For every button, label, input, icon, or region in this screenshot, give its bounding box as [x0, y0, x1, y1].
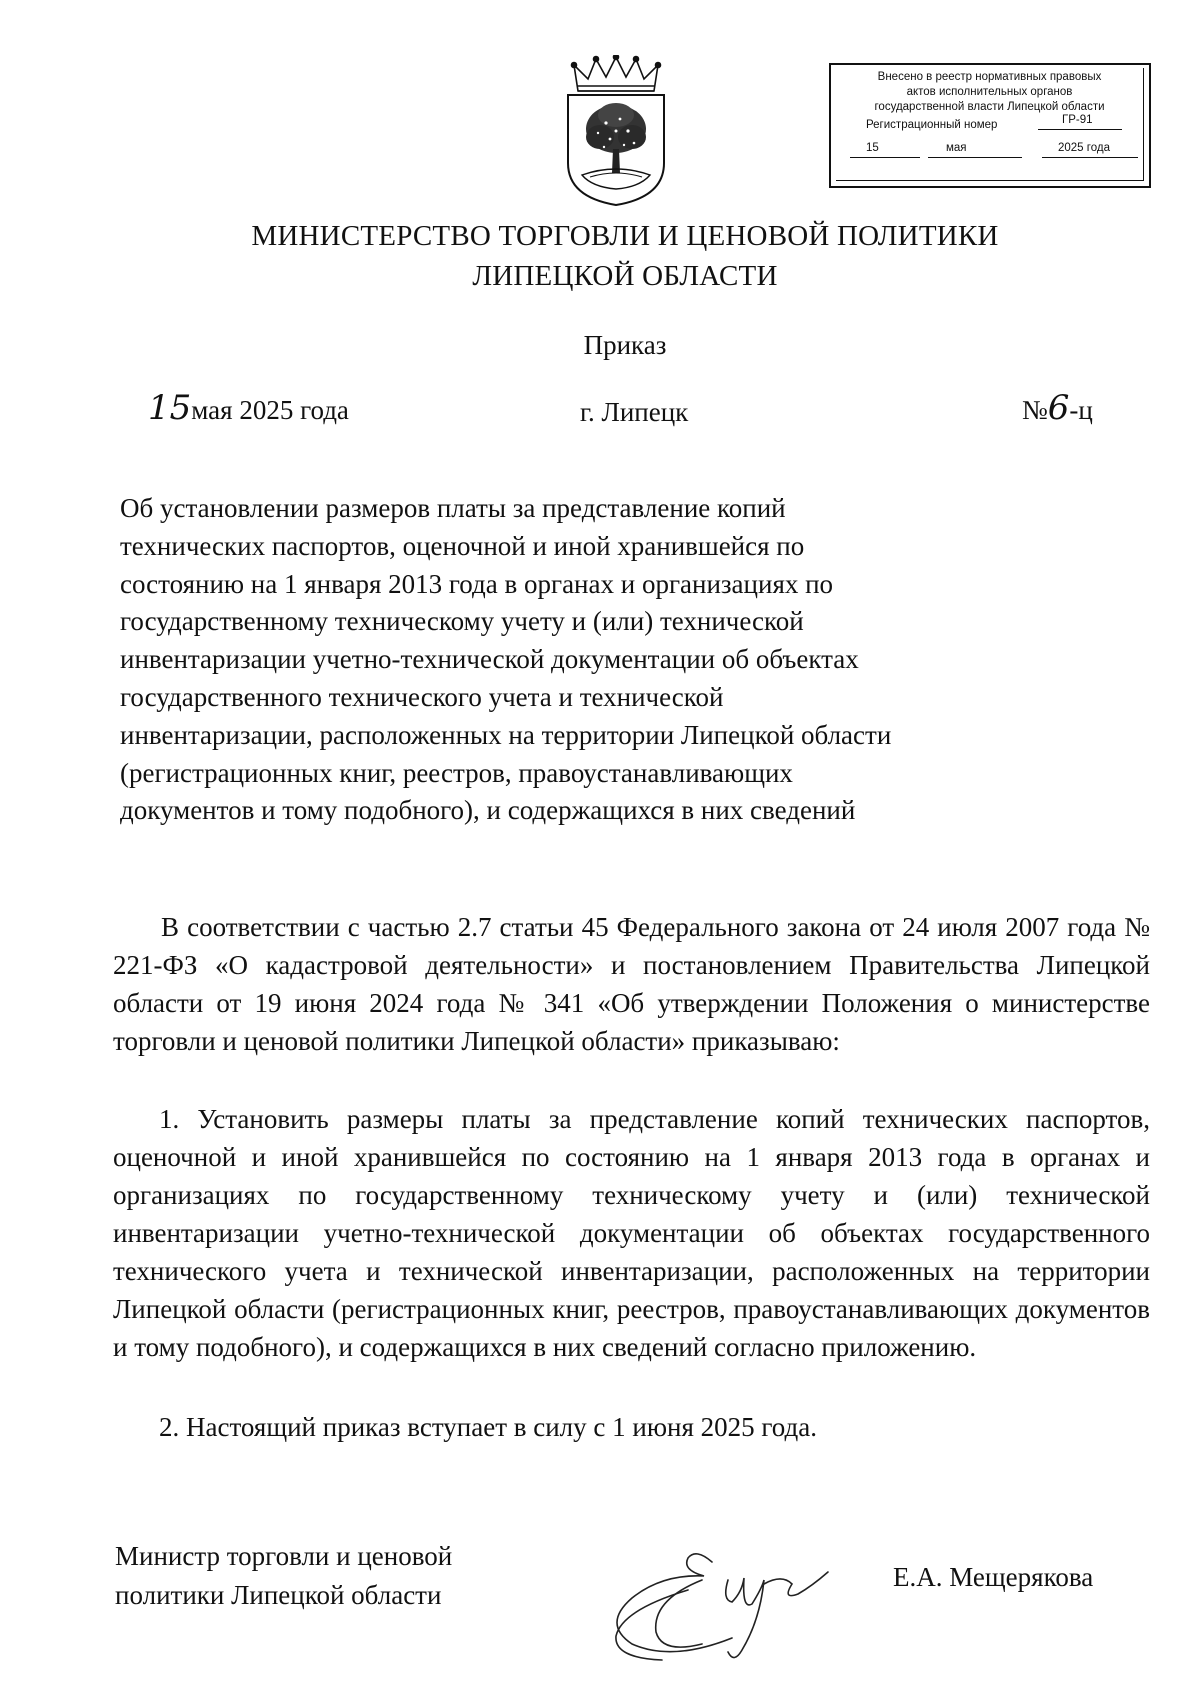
ministry-name-line-1: МИНИСТЕРСТВО ТОРГОВЛИ И ЦЕНОВОЙ ПОЛИТИКИ: [251, 220, 999, 252]
registration-stamp: [829, 63, 1151, 188]
stamp-year: 2025 года: [1058, 142, 1110, 154]
title-line: инвентаризации, расположенных на территории Липецкой области: [120, 719, 892, 750]
ministry-name-line-2: ЛИПЕЦКОЙ ОБЛАСТИ: [472, 260, 778, 292]
title-line: государственному техническому учету и (или) технической: [120, 606, 804, 637]
date-day-handwritten: 15: [148, 388, 192, 428]
stamp-line-1: Внесено в реестр нормативных правовых: [877, 71, 1102, 83]
document-title: [120, 490, 960, 830]
title-line: (регистрационных книг, реестров, правоустанавливающих: [120, 757, 793, 788]
signatory-name: Е.А. Мещерякова: [893, 1562, 1094, 1592]
number-handwritten: 6: [1047, 388, 1070, 428]
title-line: технических паспортов, оценочной и иной хранившейся по: [120, 530, 805, 561]
title-line: состоянию на 1 января 2013 года в органах и организациях по: [120, 568, 834, 599]
item-1-paragraph: 1. Установить размеры платы за представление копий технических паспортов, оценочной и иной хранившейся по состоянию на 1 января 2013 года в органах и организациях по государственному техническому учету и (или) технической инвентаризации учетно-технической документации об объектах государственного технического учета и технической инвентаризации, расположенных на территории Липецкой области (регистрационных книг, реестров, правоустанавливающих документов и тому подобного), и содержащихся в них сведений согласно приложению.: [113, 1104, 1150, 1362]
document-city: г. Липецк: [580, 397, 689, 427]
position-line-2: политики Липецкой области: [115, 1580, 442, 1610]
number-prefix: №: [1022, 395, 1048, 425]
stamp-month: мая: [946, 142, 967, 154]
stamp-day: 15: [866, 142, 879, 154]
stamp-reg-number: ГР-91: [1062, 114, 1093, 126]
document-date: [148, 388, 349, 428]
stamp-line-2: актов исполнительных органов: [906, 86, 1073, 98]
stamp-reg-label: Регистрационный номер: [866, 119, 998, 131]
title-line: инвентаризации учетно-технической документации об объектах: [120, 644, 859, 675]
date-month-year: мая 2025 года: [191, 395, 349, 425]
preamble-paragraph: В соответствии с частью 2.7 статьи 45 Федерального закона от 24 июля 2007 года № 221-ФЗ «О кадастровой деятельности» и постановлением Правительства Липецкой области от 19 июня 2024 года № 341 «Об утверждении Положения о министерстве торговли и ценовой политики Липецкой области» приказываю:: [113, 912, 1150, 1056]
number-suffix: -ц: [1069, 395, 1093, 425]
position-line-1: Министр торговли и ценовой: [115, 1541, 453, 1571]
title-line: государственного технического учета и технической: [120, 681, 724, 712]
stamp-line-3: государственной власти Липецкой области: [874, 101, 1105, 113]
title-line: Об установлении размеров платы за представление копий: [120, 493, 786, 523]
document-type: Приказ: [583, 330, 667, 360]
signatory-position: [115, 1537, 452, 1615]
item-2-paragraph: 2. Настоящий приказ вступает в силу с 1 июня 2025 года.: [159, 1412, 817, 1442]
title-line: документов и тому подобного), и содержащихся в них сведений: [120, 795, 856, 826]
coat-of-arms-emblem: [560, 55, 672, 207]
handwritten-signature: [592, 1540, 852, 1670]
document-number: [1022, 388, 1093, 428]
